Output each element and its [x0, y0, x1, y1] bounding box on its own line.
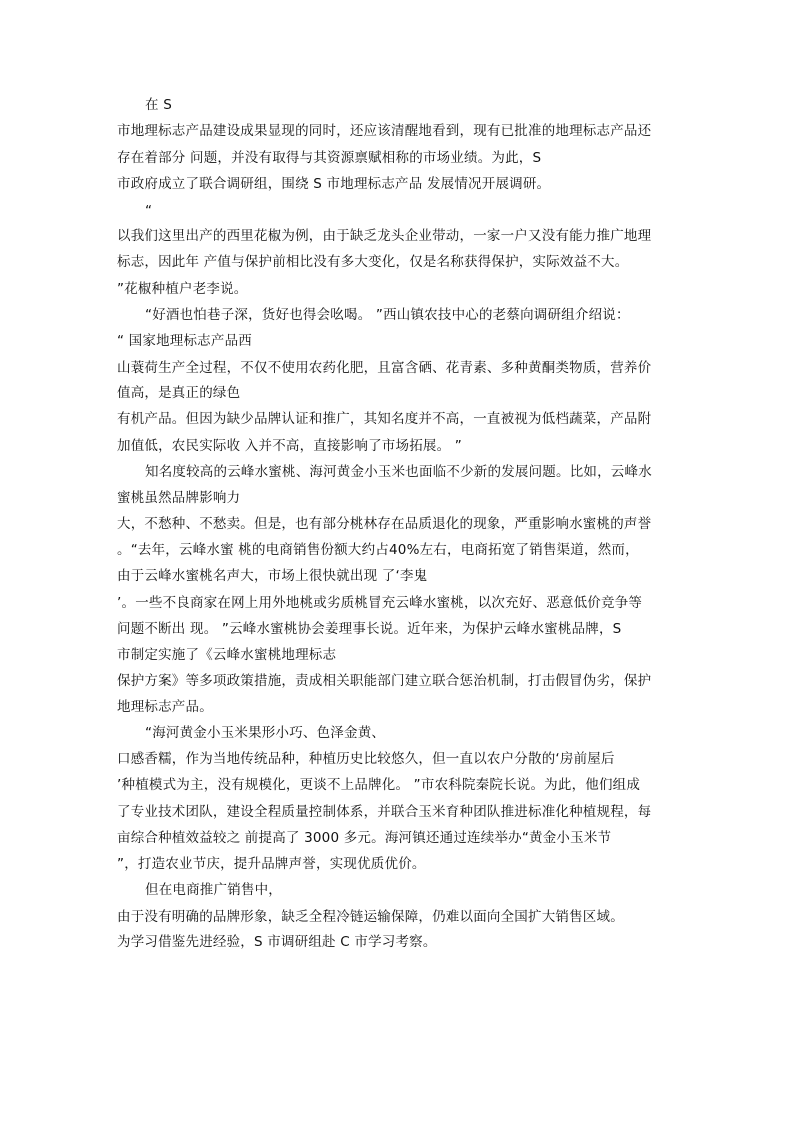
text-line: 知名度较高的云峰水蜜桃、海河黄金小玉米也面临不少新的发展问题。比如，云峰水	[145, 464, 652, 480]
text-line: 以我们这里出产的西里花椒为例，由于缺乏龙头企业带动，一家一户又没有能力推广地理	[117, 228, 652, 244]
text-line: 地理标志产品。	[117, 699, 213, 715]
text-line: 保护方案》等多项政策措施，责成相关职能部门建立联合惩治机制，打击假冒伪劣，保护	[117, 673, 652, 689]
text-line: “ 国家地理标志产品西	[117, 333, 252, 349]
text-line: 市政府成立了联合调研组，围绕 S 市地理标志产品 发展情况开展调研。	[117, 176, 551, 192]
text-line: 口感香糯，作为当地传统品种，种植历史比较悠久，但一直以农户分散的‘房前屋后	[117, 751, 615, 767]
text-line: 大，不愁种、不愁卖。但是，也有部分桃林存在品质退化的现象，严重影响水蜜桃的声誉	[117, 516, 652, 532]
text-line: 市地理标志产品建设成果显现的同时，还应该清醒地看到，现有已批准的地理标志产品还	[117, 123, 652, 139]
text-line: 山蓑荷生产全过程，不仅不使用农药化肥，且富含硒、花青素、多种黄酮类物质，营养价	[117, 360, 652, 376]
text-line: ’。一些不良商家在网上用外地桃或劣质桃冒充云峰水蜜桃，以次充好、恶意低价竞争等	[117, 595, 643, 611]
text-line: 由于没有明确的品牌形象，缺乏全程冷链运输保障，仍难以面向全国扩大销售区域。	[117, 909, 624, 925]
text-line: “	[145, 203, 153, 219]
text-line: 了专业技术团队，建设全程质量控制体系，并联合玉米育种团队推进标准化种植规程，每	[117, 804, 652, 820]
text-line: 亩综合种植效益较之 前提高了 3000 多元。海河镇还通过连续举办“黄金小玉米节	[117, 830, 612, 846]
text-line: 值高，是真正的绿色	[117, 385, 241, 401]
text-line: 存在着部分 问题，并没有取得与其资源禀赋相称的市场业绩。为此，S	[117, 150, 542, 166]
text-line: 为学习借鉴先进经验，S 市调研组赴 C 市学习考察。	[117, 934, 437, 950]
text-line: ”，打造农业节庆，提升品牌声誉，实现优质优价。	[117, 856, 426, 872]
text-line: “好酒也怕巷子深，货好也得会吆喝。 ”西山镇农技中心的老蔡向调研组介绍说：	[145, 307, 630, 323]
text-line: ”花椒种植户老李说。	[117, 281, 248, 297]
text-line: ’种植模式为主，没有规模化，更谈不上品牌化。 ”市农科院秦院长说。为此，他们组成	[117, 777, 641, 793]
text-line: 标志，因此年 产值与保护前相比没有多大变化，仅是名称获得保护，实际效益不大。	[117, 254, 629, 270]
text-line: 问题不断出 现。 ”云峰水蜜桃协会姜理事长说。近年来，为保护云峰水蜜桃品牌，S	[117, 621, 622, 637]
text-line: 市制定实施了《云峰水蜜桃地理标志	[117, 647, 337, 663]
text-line: 蜜桃虽然品牌影响力	[117, 490, 241, 506]
text-line: 加值低，农民实际收 入并不高，直接影响了市场拓展。 ”	[117, 438, 462, 454]
text-line: 由于云峰水蜜桃名声大，市场上很快就出现 了‘李鬼	[117, 568, 428, 584]
text-line: 在 S	[145, 97, 172, 113]
text-line: 。“去年，云峰水蜜 桃的电商销售份额大约占40%左右，电商拓宽了销售渠道，然而，	[117, 542, 639, 558]
text-line: 但在电商推广销售中，	[145, 882, 282, 898]
text-line: “海河黄金小玉米果形小巧、色泽金黄、	[145, 725, 386, 741]
text-line: 有机产品。但因为缺少品牌认证和推广，其知名度并不高，一直被视为低档蔬菜，产品附	[117, 411, 652, 427]
